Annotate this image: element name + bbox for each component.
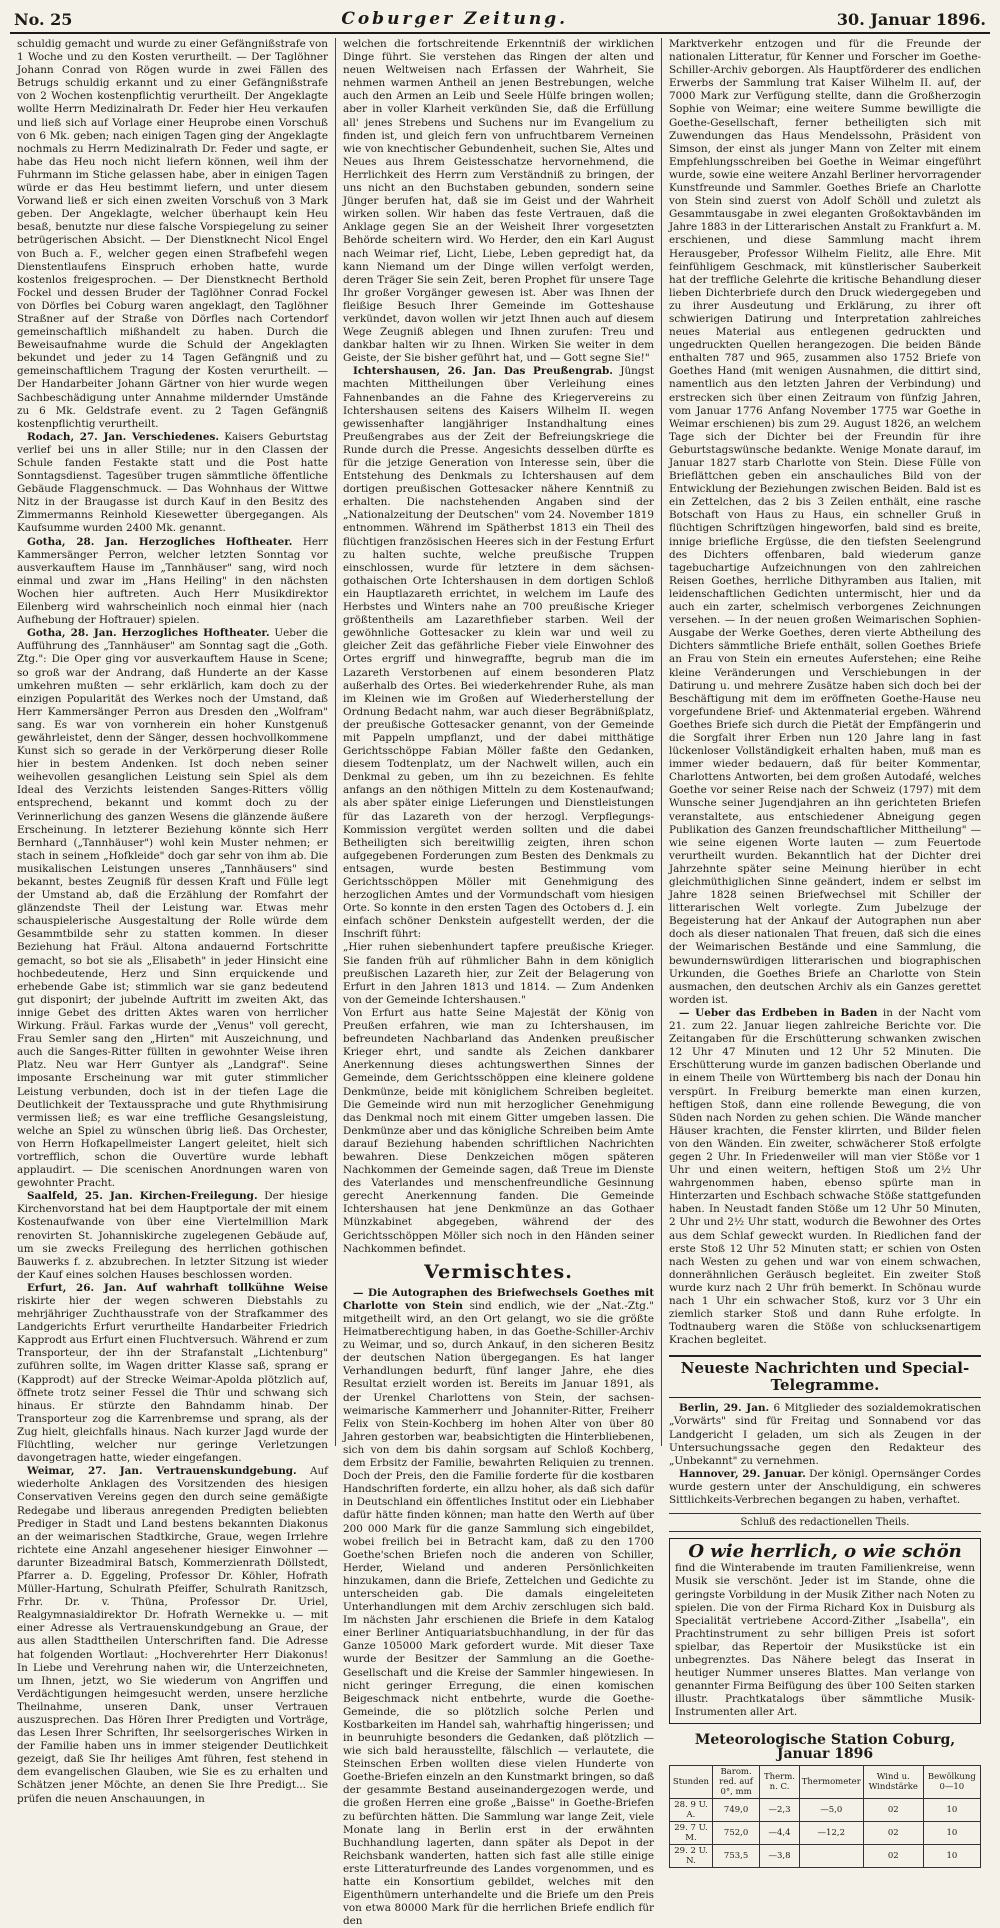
article-dateline: Saalfeld, 25. Jan. Kirchen-Freilegung. [27,1190,258,1203]
weather-column-header: Wind u. Windstärke [863,1765,923,1798]
article-paragraph [669,38,981,1007]
article-body: welchen die fortschreitende Erkenntniß der wirklichen Dinge führt. Sie verstehen das Ringen der alten und neuen Weltweisen nach Erfassen der Wahrheit, Sie nehmen warmen Antheil an jenen Bestrebungen, welche auch den Armen an Leib und Seele Hülfe bringen wollen; aber in voller Klarheit verkünden Sie, daß die Erfüllung all' jenes Strebens und Suchens nur im Evangelium zu finden ist, und gleich fern von unfruchtbarem Verneinen wie von knechtischer Gebundenheit, suchen Sie, Altes und Neues aus Ihrem Geistesschatze hervornehmend, die Herrlichkeit des Herrn zum Verständniß zu bringen, der uns nicht an den Buchstaben gebunden, sondern seine Jünger berufen hat, daß sie im Geist und der Wahrheit wirken sollen. Wir haben das feste Vertrauen, daß die Anklage gegen Sie an der Weisheit Ihrer vorgesetzten Behörde scheitern wird. Wo Herder, den ein Karl August nach Weimar rief, Licht, Liebe, Leben gepredigt hat, da kann Niemand um der Dinge willen verfolgt werden, deren Träger Sie sein Zeit, beren Prophet für unsere Tage Ihr großer Vorgänger gewesen ist. Aber was Ihnen der fleißige Besuch Ihrer Gemeinde im Gotteshause verkündet, davon wollen wir jetzt Ihnen auch auf diesem Wege Zeugniß ablegen und Ihnen zurufen: Treu und dankbar halten wir zu Ihnen. Wirken Sie weiter in dem Geiste, der Sie bisher geführt hat, und — Gott segne Sie!" [343,38,654,365]
article-dateline: Gotha, 28. Jan. Herzogliches Hoftheater. [27,535,293,548]
article-dateline: — Ueber das Erdbeben in Baden [679,1006,878,1019]
weather-table [669,1765,981,1868]
article-body: 6 Mitglieder des sozialdemokratischen „Vorwärts" sind für Freitag und Sonnabend vor das Landgericht I geladen, um sich als Zeugen in der Untersuchungssache gegen den Redakteur des „Unbekannt" zu vernehmen. [669,1402,981,1467]
article-paragraph [17,536,328,628]
article-paragraph [669,1007,981,1347]
article-dateline: Hannover, 29. Januar. [679,1467,806,1480]
column-3-top-articles [669,38,981,1347]
advertisement-text: find die Winterabende im trauten Familienkreise, wenn Musik sie verschönt. Jeder ist im Stande, ohne die geringste Vorbildung in der Musik Zither nach Noten zu spielen. Die von der Firma Richard Kox in Duisburg als Specialität vertriebene Accord-Zither „Isabella", ein Prachtinstrument zu sehr billigen Preis ist sofort spielbar, das Repertoir der Musikstücke ist ein unbegrenztes. Das Nähere belegt das Inserat in heutiger Nummer unseres Blattes. Man verlange von genannter Firma Beifügung des über 100 Seiten starken illustr. Prachtkatalogs über sämmtliche Musik-Instrumenten aller Art. [675,1562,975,1719]
telegram-heading: Neueste Nachrichten und Special-Telegramme. [669,1355,981,1398]
weather-cell: 28. 9 U. A. [670,1798,713,1821]
editorial-end-note: Schluß des redactionellen Theils. [669,1513,981,1532]
column-3 [662,38,988,1866]
article-paragraph [343,365,654,941]
weather-cell: 29. 2 U. N. [670,1844,713,1867]
article-paragraph [343,941,654,1006]
article-paragraph [17,1282,328,1465]
article-dateline: Erfurt, 26. Jan. Auf wahrhaft tollkühne Weise [27,1281,328,1294]
article-body: in der Nacht vom 21. zum 22. Januar liegen zahlreiche Berichte vor. Die Zeitangaben für die Erschütterung schwanken zwischen 12 Uhr 47 Minuten und 12 Uhr 52 Minuten. Die Erschütterung wurde im ganzen badischen Oberlande und in einem Theile von Württemberg bis nach der Donau hin verspürt. In Freiburg bemerkte man einen kurzen, heftigen Stoß, dann eine rollende Bewegung, die von Süden nach Norden zu gehen schien. Die Wände mancher Häuser krachten, die Fenster klirrten, und Bilder fielen von den Wänden. Ein zweiter, schwächerer Stoß erfolgte gegen 2 Uhr. In Friedenweiler will man vier Stöße vor 1 Uhr und einen weitern, heftigen Stoß um 2½ Uhr wahrgenommen haben, ebenso spürte man in Hinterzarten und Eschbach schwache Stöße stattgefunden haben. In Neustadt fanden Stöße um 12 Uhr 50 Minuten, 2 Uhr und 2½ Uhr statt, wodurch die Bewohner des Ortes aus dem Schlaf geweckt wurden. In Riedlichen fand der erste Stoß 12 Uhr 52 Minuten statt; er schien von Osten nach Westen zu gehen und war von einem schwachen, donnerähnlichen Geräusch begleitet. Ein zweiter Stoß wurde kurz nach 2 Uhr früh bemerkt. In Schönau wurde nach 1 Uhr ein schwacher Stoß, kurz vor 3 Uhr ein ziemlich starker Stoß und dann Ruhe erfolgte. In Todtnauberg waren die Stöße von schlucksenartigem Krachen begleitet. [669,1006,981,1347]
article-body: schuldig gemacht und wurde zu einer Gefängnißstrafe von 1 Woche und zu den Kosten verurtheilt. — Der Taglöhner Johann Conrad von Rögen wurde in zwei Fällen des Betrugs schuldig erkannt und zu einer Gefängnißstrafe von 2 Wochen kostenpflichtig verurtheilt. Der Angeklagte wollte Herrn Medizinalrath Dr. Feder hier Heu verkaufen und ließ sich auf Vorlage einer Heuprobe einen Vorschuß von 6 Mk. geben; nach einigen Tagen ging der Angeklagte nochmals zu Herrn Medizinalrath Dr. Feder und sagte, er habe das Heu noch nicht liefern können, weil ihm der Fuhrmann im Stiche gelassen habe, aber in einigen Tagen würde er das Heu bestimmt liefern, und unter diesem Vorwand ließ er sich einen zweiten Vorschuß von 3 Mark geben. Der Angeklagte, welcher überhaupt kein Heu besaß, benutzte nur diese falsche Vorspiegelung zu seiner betrügerischen Absicht. — Der Dienstknecht Nicol Engel von Buch a. F., welcher gegen einen Strafbefehl wegen Dienstentlaufens Einspruch erhoben hatte, wurde kostenlos freigesprochen. — Der Dienstknecht Berthold Fockel und dessen Bruder der Taglöhner Conrad Fockel von Dörfles bei Coburg waren angeklagt, den Taglöhner Straßner auf der Straße von Dörfles nach Cortendorf gemeinschaftlich mißhandelt zu haben. Durch die Beweisaufnahme wurde die Schuld der Angeklagten bekundet und jeder zu 14 Tagen Gefängniß und zu gemeinschaftlichem Tragung der Kosten verurtheilt. — Der Handarbeiter Johann Gärtner von hier wurde wegen Sachbeschädigung unter Annahme mildernder Umstände zu 6 Mk. Geldstrafe event. zu 2 Tagen Gefängniß kostenpflichtig verurtheilt. [17,38,328,430]
weather-cell: —12,2 [799,1821,863,1844]
issue-date: 30. Januar 1896. [836,9,986,29]
weather-cell: 02 [863,1821,923,1844]
masthead [10,6,990,34]
column-container [10,38,990,1928]
article-body: Ueber die Aufführung des „Tannhäuser" am Sonntag sagt die „Goth. Ztg.": Die Oper ging vor ausverkauftem Hause in Scene; so groß war der Andrang, daß Hunderte an der Kasse umkehren mußten — sehr erklärlich, kam doch zu der einzigen Popularität des Werkes noch der Umstand, daß Herr Kammersänger Perron aus Dresden den „Wolfram" sang. Es war von vornherein ein hoher Kunstgenuß gewährleistet, denn der Sänger, dessen hochvollkommene Kunst sich so gerade in der Verkörperung dieser Rolle hier in bestem Andenken. Ist doch neben seiner weihevollen gesanglichen Leistung sein Spiel als dem Ideal des Verzichts leistenden Sanges-Ritters völlig entsprechend, bekannt und kommt doch zu der Verinnerlichung des ganzen Wesens die glänzende äußere Erscheinung. In letzterer Beziehung könnte sich Herr Bernhard („Tannhäuser") wohl kein Muster nehmen; er stach in seinem „Hofkleide" doch gar sehr von ihm ab. Die musikalischen Leistungen unseres „Tannhäusers" sind bekannt, bestes Zeugniß für dessen Kraft und Fülle legt der Umstand ab, daß die Erzählung der Romfahrt der glänzendste Theil der Leistung war. Etwas mehr schauspielerische Ausgestaltung der Rolle würde dem Gesammtbilde sehr zu statten kommen. In dieser Beziehung hat Fräul. Altona andauernd Fortschritte gemacht, so bot sie als „Elisabeth" in jeder Hinsicht eine hochbedeutende, Herz und Sinn erquickende und erhebende Gabe ist; stimmlich war sie ganz bedeutend gut disponirt; der jubelnde Auftritt im zweiten Akt, das innige Gebet des dritten Aktes waren von herrlicher Wirkung. Fräul. Farkas wurde der „Venus" voll gerecht, Frau Semler sang den „Hirten" mit Auszeichnung, und auch die Sanges-Ritter füllten in gewohnter Weise ihren Platz. Neu war Herr Guntyer als „Landgraf". Seine imposante Erscheinung war mit guter stimmlicher Leistung verbunden, doch ist in der tiefen Lage die Deutlichkeit der Textaussprache und gute Rhythmisirung vermissen ließ; es war eine treffliche Gesangsleistung, welche an Spiel zu wünschen übrig ließ. Das Orchester, von Herrn Hofkapellmeister Langert geleitet, hielt sich vortrefflich, schon die Ouvertüre wurde lebhaft applaudirt. — Die scenischen Anordnungen waren von gewohnter Pracht. [17,627,328,1190]
weather-cell: —3,8 [760,1844,800,1867]
weather-cell: —4,4 [760,1821,800,1844]
article-paragraph [343,1287,654,1928]
article-body: sind endlich, wie der „Nat.-Ztg." mitgetheilt wird, an den Ort gelangt, wo sie die größte Heimatberechtigung haben, in das Goethe-Schiller-Archiv zu Weimar, und so, durch Ankauf, in den sicheren Besitz der deutschen Nation übergegangen. Es hat langer Verhandlungen bedurft, fünf langer Jahre, ehe dies Resultat erzielt worden ist. Bereits im Januar 1891, als der Urenkel Charlottens von Stein, der sachsen-weimarische Kammerherr und Johanniter-Ritter, Freiherr Felix von Stein-Kochberg im hohen Alter von über 80 Jahren gestorben war, beabsichtigten die Hinterbliebenen, sich von dem bis dahin sorgsam auf Schloß Kochberg, dem Erbsitz der Familie, bewahrten Reliquien zu trennen. Doch der Preis, den die Familie forderte für die kostbaren Handschriften forderte, ein allzu hoher, als daß sich dafür in Deutschland ein öffentliches Institut oder ein Liebhaber dafür hätte finden können; man hatte den Werth auf über 200 000 Mark für die ganze Sammlung sich eingebildet, wobei freilich bei in Betracht kam, daß zu den 1700 Goethe'schen Briefen noch die anderen von Schiller, Herder, Wieland und anderen Persönlichkeiten hinzukamen, dann die Briefe, Zettelchen und Gedichte zu unterscheiden gab. Die damals eingeleiteten Unterhandlungen mit dem Archiv zerschlugen sich bald. Im nächsten Jahr erschienen die Briefe in dem Katalog einer Berliner Antiquariatsbuchhandlung, in der für das Ganze 105000 Mark gefordert wurde. Mit dieser Taxe wurde der Besitzer der Sammlung an die Goethe-Gesellschaft und die Kreise der Sammler hingewiesen. In nicht geringer Erregung, die einen komischen Beigeschmack nicht entbehrte, wurde die Goethe-Gemeinde, die so plötzlich solche Perlen und Kostbarkeiten im Handel sah, wahrhaftig hingerissen; und in beunruhigte besonders die Gedanken, daß plötzlich — wie sich bald herausstellte, fälschlich — verlautete, die Steinschen Erben wollten diese vielen Hunderte von Goethe-Briefen einzeln an den Kunstmarkt bringen, so daß der gesammte Bestand auseinandergezogen werde, und die großen Herren eine große „Baisse" in Goethe-Briefen zu befürchten hätten. Die Sammlung war lange Zeit, viele Monate lang in Berlin erst in der erwähnten Buchhandlung lagerten, dann später als Depot in der Reichsbank wanderten, hatten sich fast alle stille einige erste Litteraturfreunde des Landes vorgenommen, und es hatte ein Konsortium gebildet, welches mit den Eigenthümern unterhandelte und die Briefe um den Preis von etwa 80000 Mark für die herrlichen Briefe endlich für den [343,1299,655,1928]
weather-table-body [670,1798,981,1867]
column-2-top-articles [343,38,654,1256]
newspaper-title: Coburger Zeitung. [341,9,569,29]
weather-cell [799,1844,863,1867]
weather-cell: 29. 7 U. M. [670,1821,713,1844]
article-body: Herr Kammersänger Perron, welcher letzten Sonntag vor ausverkauftem Hause im „Tannhäuser" sang, wird noch einmal und zwar im „Hans Heiling" in den nächsten Wochen hier auftreten. Auch Herr Musikdirektor Eilenberg wird wahrscheinlich noch einmal hier (nach Aufhebung der Hoftrauer) spielen. [17,535,328,627]
weather-cell: 753,5 [712,1844,759,1867]
column-2 [336,38,662,1928]
weather-cell: 752,0 [712,1821,759,1844]
weather-cell: 749,0 [712,1798,759,1821]
article-body: Jüngst machten Mittheilungen über Verleihung eines Fahnenbandes an die Fahne des Kriegervereins zu Ichtershausen seitens des Kaisers Wilhelm II. wegen gewissenhafter langjähriger Instandhaltung eines Preußengrabes aus der Zeit der Befreiungskriege die Runde durch die Presse. Angesichts desselben dürfte es für die jetzige Generation von Interesse sein, über die Entstehung des Denkmals zu Ichtershausen auf dem dortigen preußischen Gottesacker nähere Kenntniß zu erhalten. Die nachstehenden Angaben sind der „Nationalzeitung der Deutschen" vom 24. November 1819 entnommen. Während im Spätherbst 1813 ein Theil des flüchtigen französischen Heeres sich in der Festung Erfurt zu halten suchte, welche preußische Truppen einschlossen, wurde für letztere in dem sächsen-gothaischen Orte Ichtershausen in dem dortigen Schloß ein Hauptlazareth errichtet, in welchem im Laufe des Herbstes und Winters nahe an 700 preußische Krieger größtentheils am Lazarethfieber starben. Weil der gewöhnliche Gottesacker zu klein war und weil zu gleicher Zeit das gefährliche Fieber viele Einwohner des Ortes ergriff und hinwegraffte, begrub man die im Lazareth Verstorbenen auf einem besonderen Platz außerhalb des Ortes. Bei wiederkehrender Ruhe, als man im Kleinen wie im Großen auf Wiederherstellung der Ordnung Bedacht nahm, war auch dieser Begräbnißplatz, der preußische Gottesacker genannt, von der Gemeinde mit Pappeln umpflanzt, und der dabei mitthätige Gerichtsschöppe Fabian Möller faßte den Gedanken, diesem Todtenplatz, um der Nachwelt willen, auch ein Denkmal zu geben, um ihn zu bezeichnen. Es fehlte anfangs an den nöthigen Mitteln zu dem Kostenaufwand; als aber später einige Lieferungen und Dienstleistungen für das Lazareth von der herzogl. Verpflegungs-Kommission vergütet werden sollten und die dabei Betheiligten sich bereitwillig zeigten, ihren schon aufgegebenen Forderungen zum Besten des Denkmals zu entsagen, wurde besten Bestimmung vom Gerichtsschöppen Möller mit Genehmigung des herzoglichen Amtes und der Vormundschaft vom hiesigen Orte. So konnte in den ersten Tagen des Octobers d. J. ein einfach schöner Denkstein aufgestellt werden, der die Inschrift führt: [343,365,654,941]
weather-column-header: Stunden [670,1765,713,1798]
article-body: Kaisers Geburtstag verlief bei uns in aller Stille; nur in den Classen der Schule fanden Festakte statt und die Post hatte Sonntagsdienst. Tagesüber trugen sämmtliche öffentliche Gebäude Flaggenschmuck. — Das Wohnhaus der Wittwe Nitz in der Braugasse ist durch Kauf in den Besitz des Zimmermanns Reinhold Kiesewetter übergegangen. Als Kaufsumme wurden 2400 Mk. genannt. [17,430,328,535]
article-paragraph [17,1190,328,1282]
table-row [670,1844,981,1867]
article-paragraph [17,38,328,431]
article-body: riskirte hier der wegen schweren Diebstahls zu mehrjähriger Zuchthausstrafe von der Strafkammer des Landgerichts Erfurt verurtheilte Handarbeiter Friedrich Kapprodt aus Erfurt einen Fluchtversuch. Während er zum Transporteur, der ihn der Strafanstalt „Lichtenburg" zuführen sollte, im Wagen dritter Klasse saß, sprang er (Kapprodt) auf der Strecke Weimar-Apolda plötzlich auf, öffnete trotz seiner Fessel die Thür und schwang sich hinaus. Er stürzte den Bahndamm hinab. Der Transporteur zog die Karrenbremse und sprang, als der Zug hielt, gleichfalls hinaus. Nach kurzer Jagd wurde der Flüchtling, welcher nur geringe Verletzungen davongetragen hatte, wieder eingefangen. [17,1295,328,1465]
article-dateline: — Die Autographen des Briefwechsels Goethes mit Charlotte von Stein [343,1286,654,1312]
weather-column-header: Therm. n. C. [760,1765,800,1798]
weather-cell: —2,3 [760,1798,800,1821]
article-dateline: Berlin, 29. Jan. [679,1402,770,1415]
telegram-list [669,1402,981,1507]
article-body: Marktverkehr entzogen und für die Freunde der nationalen Litteratur, für Kenner und Forscher im Goethe-Schiller-Archiv geborgen. Als Hauptförderer des endlichen Erwerbs der Sammlung trat Kaiser Wilhelm II. auf, der 7000 Mark zur Verfügung stellte, dann die Großherzogin Sophie von Weimar; eine weitere Summe bewilligte die Goethe-Gesellschaft, ferner betheiligten sich mit Zuwendungen das Haus Mendelssohn, Präsident von Simson, der einst als junger Mann von Zelter mit einem Empfehlungsschreiben bei Goethe in Weimar eingeführt wurde, sowie eine weitere Anzahl Berliner hervorragender Kunstfreunde und Sammler. Goethes Briefe an Charlotte von Stein sind zuerst von Adolf Schöll und zuletzt als Gesammtausgabe in zwei eleganten Großoktavbänden im Jahre 1883 in der Litterarischen Anstalt zu Frankfurt a. M. erschienen, und diese Sammlung macht ihrem Herausgeber, Professor Wilhelm Fielitz, alle Ehre. Mit feinfühligem Geschmack, mit künstlerischer Sauberkeit hat der treffliche Gelehrte die kritische Behandlung dieser lieben Dichterbriefe durch den Druck wiedergegeben und zu ihrer Ausdeutung und Erklärung, zu ihrer oft schwierigen Datirung und Interpretation zahlreiches neues Material aus entlegenen gedruckten und ungedruckten Quellen herangezogen. Die beiden Bände enthalten 787 und 965, zusammen also 1752 Briefe von Goethes Hand (mit wenigen Ausnahmen, die dittirt sind, namentlich aus den letzten Jahren der Verbindung) und erstrecken sich über einen Zeitraum von fünfzig Jahren, vom Januar 1776 Anfang November 1775 war Goethe in Weimar erschienen) bis zum 29. August 1826, an welchem Tage sich der Dichter bei der Freundin für ihre Geburtstagswünsche bedankte. Wenige Monate darauf, im Januar 1827 starb Charlotte von Stein. Diese Fülle von Brieflättchen geben ein anschauliches Bild von der Entwicklung der Beziehungen zwischen Beiden. Bald ist es ein Zettelchen, das 2 bis 3 Zeilen enthält, eine rasche Botschaft von Haus zu Haus, ein schneller Gruß in flüchtigen Schriftzügen hingeworfen, bald sind es breite, innige briefliche Ergüsse, die den tiefsten Seelengrund des Dichters offenbaren, bald wiederum ganze tagebuchartige Aufzeichnungen von den zahlreichen Reisen Goethes, herrliche Dithyramben aus Italien, mit leidenschaftlichen Gedichten untermischt, hier und da auch ein zarter, schelmisch verborgenes Zeichnungen versehen. — In der neuen großen Weimarischen Sophien-Ausgabe der Werke Goethes, deren vierte Abtheilung des Dichters sämmtliche Briefe enthält, sollen Goethes Briefe an Frau von Stein ein erneutes Auferstehen; eine Reihe kleine Veränderungen und Verschiebungen in der Datirung u. und mehrere Zusätze haben sich doch bei der Beschäftigung mit dem im eröffneten Goethe-Hause neu vorgefundene Brief- und Aktenmaterial ergeben. Während Goethes Briefe sich durch die Pietät der Empfängerin und die Sorgfalt ihrer Erben nun 120 Jahre lang in fast lückenloser Vollständigkeit erhalten haben, muß man es immer wieder bedauern, daß für beiter Kommentar, Charlottens Antworten, bei dem großen Autodafé, welches Goethe vor seiner Reise nach der Schweiz (1797) mit dem Wunsche seiner Jugendjahren an ihn gerichteten Briefen veranstaltete, aus entschiedener Abneigung gegen Publikation des Ganzen freundschaftlicher Mittheilung" — wie seine eigenen Worte lauten — zum Feuertode verurtheilt wurden. Bekanntlich hat der Dichter drei Jahrzehnte später seine Meinung hierüber in echt gleichmüthiglichen Sinne geändert, indem er selbst im Jahre 1828 seinen Briefwechsel mit Schiller der litterarischen Welt vorlegte. Zum Jubelzuge der Begeisterung hat der Ankauf der Autographen nun aber doch als dieser nationalen That freuen, daß sich die eines der Weimarischen Bestände und eine Sammlung, die bewundernswürdigen litterarischen und biographischen Urkunden, die Goethes Briefe an Charlotte von Stein ausmachen, den deutschen Archiv als ein Ganzes gerettet worden ist. [669,38,981,1006]
article-dateline: Rodach, 27. Jan. Verschiedenes. [27,430,219,443]
weather-column-header: Barom. red. auf 0°, mm [712,1765,759,1798]
zither-advertisement [669,1538,981,1724]
article-body: Der königl. Opernsänger Cordes wurde gestern unter der Anschuldigung, ein schweres Sittlichkeits-Verbrechen begangen zu haben, verhaftet. [669,1467,981,1507]
weather-cell: 10 [923,1821,980,1844]
article-paragraph [343,38,654,365]
issue-number: No. 25 [14,9,73,29]
column-2-miscellany-articles [343,1287,654,1928]
article-dateline: Gotha, 28. Jan. Herzogliches Hoftheater. [27,627,270,640]
weather-table-header [670,1765,981,1798]
article-paragraph [17,1465,328,1805]
weather-cell: 10 [923,1798,980,1821]
section-title-vermischtes: Vermischtes. [424,1260,573,1283]
article-paragraph [343,1007,654,1256]
article-body: „Hier ruhen siebenhundert tapfere preußische Krieger. Sie fanden früh auf rühmlicher Bahn in dem königlich preußischen Lazareth hier, zur Zeit der Belagerung von Erfurt in den Jahren 1813 und 1814. — Zum Andenken von der Gemeinde Ichtershausen." [343,941,654,1006]
table-row [670,1821,981,1844]
article-paragraph [17,627,328,1190]
article-paragraph [669,1402,981,1467]
article-paragraph [669,1468,981,1507]
weather-cell: —5,0 [799,1798,863,1821]
column-1 [10,38,336,1805]
article-paragraph [17,431,328,536]
article-body: Von Erfurt aus hatte Seine Majestät der König von Preußen erfahren, wie man zu Ichtershausen, im befreundeten Nachbarland das Andenken preußischer Krieger ehrt, und sandte als Zeichen dankbarer Anerkennung dieses achtungswerthen Sinnes der Gemeinde, dem Gerichtsschöppen eine kleinere goldene Denkmünze, beide mit königlichem Schreiben begleitet. Die Gemeinde wird nun mit herzoglicher Genehmigung das Denkmal noch mit einem Gitter umgeben lassen. Die Denkmünze aber und das königliche Schreiben beim Amte darauf Beziehung habenden schriftlichen Nachrichten bewahren. Diese Denkzeichen mögen späteren Nachkommen der Gemeinde sagen, daß Treue im Dienste des Vaterlandes und menschenfreundliche Gesinnung gerecht Anerkennung fanden. Die Gemeinde Ichtershausen hat jene Denkmünze an das Gothaer Münzkabinet abgegeben, während der des Gerichtsschöppen Möller sich noch in den Händen seiner Nachkommen befindet. [343,1006,654,1255]
weather-column-header: Bewölkung 0—10 [923,1765,980,1798]
weather-column-header: Thermometer [799,1765,863,1798]
article-body: Auf wiederholte Anklagen des Vorsitzenden des hiesigen Conservativen Vereins gegen den durch seine gemäßigte Redegabe und liberaus anregenden Predigten beliebten Prediger in Stadt und Land bestens bekannten Diakonus an der weimarischen Stadtkirche, Graue, wegen Irrlehre richtete eine Anzahl angesehener hiesiger Einwohner — darunter Bizeadmiral Batsch, Kommerzienrath Döllstedt, Pfarrer a. D. Eggeling, Professor Dr. Köhler, Hofrath Müller-Hartung, Schulrath Pfeiffer, Schulrath Ranitzsch, Frhr. Dr. v. Thüna, Professor Dr. Uriel, Realgymnasialdirektor Dr. Hofrath Wernekke u. — mit einer Adresse als Vertrauenskundgebung an Graue, der aus allen Stadttheilen Unterschriften fand. Die Adresse hat folgenden Wortlaut: „Hochverehrter Herr Diakonus! In Liebe und Verehrung nahen wir, die Unterzeichneten, um Ihnen, jetzt, wo Sie wiederum von Angriffen und Verdächtigungen heimgesucht werden, unsere herzliche Theilnahme, unseren Dank, unser Vertrauen auszusprechen. Das Hören Ihrer Predigten und Vorträge, das Lesen Ihrer Schriften, Ihr seelsorgerisches Wirken in der Familie haben uns in immer steigender Deutlichkeit gezeigt, daß Sie Ihr heiliges Amt führen, fest stehend in dem evangelischen Glauben, wie Sie es zu erhalten und Schätzen jener Möchte, an denen Sie Ihre Predigt... Sie prüfen die neuen Anschauungen, in [17,1465,328,1805]
weather-cell: 02 [863,1844,923,1867]
weather-cell: 10 [923,1844,980,1867]
weather-cell: 02 [863,1798,923,1821]
table-row [670,1798,981,1821]
weather-station-title: Meteorologische Station Coburg, Januar 1896 [694,1732,956,1762]
article-dateline: Ichtershausen, 26. Jan. Das Preußengrab. [353,365,613,378]
article-body: Der hiesige Kirchenvorstand hat bei dem Hauptportale der mit einem Kostenaufwande von über eine Viertelmillion Mark renovirten St. Johanniskirche zugelegenen Gebäude auf, um sie zwecks Freilegung des herrlichen gothischen Bauwerks f. z. abzubrechen. In letzter Sitzung ist wieder der Kauf eines solchen Hauses beschlossen worden. [17,1190,328,1281]
advertisement-title: O wie herrlich, o wie schön [688,1541,962,1563]
article-dateline: Weimar, 27. Jan. Vertrauenskundgebung. [27,1465,297,1478]
